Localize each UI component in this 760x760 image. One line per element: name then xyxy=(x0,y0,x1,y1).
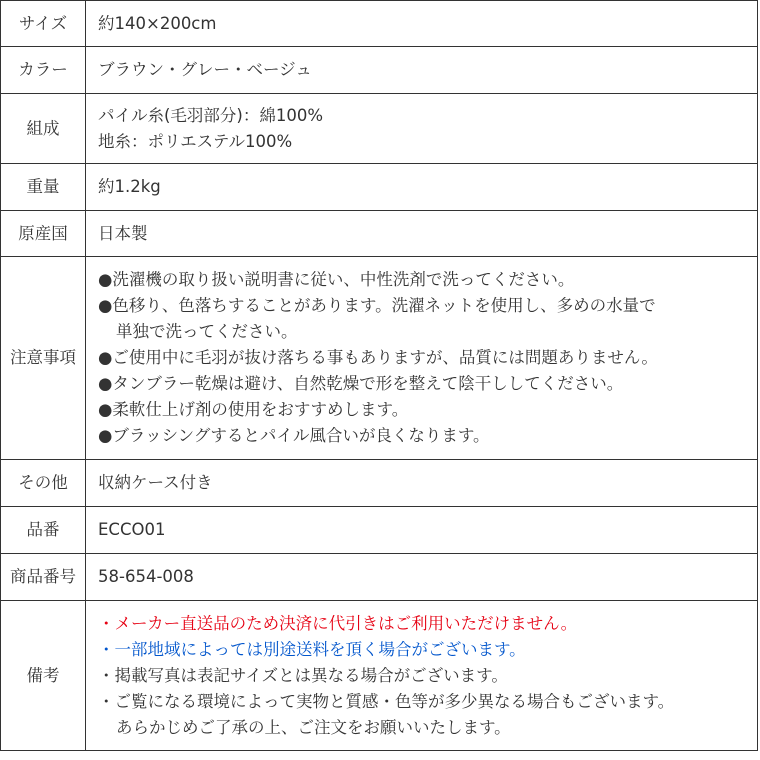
spec-label-size: サイズ xyxy=(1,1,86,47)
care-item: ●ご使用中に毛羽が抜け落ちる事もありますが、品質には問題ありません。 xyxy=(98,348,658,367)
spec-label-weight: 重量 xyxy=(1,164,86,211)
spec-row-composition xyxy=(1,94,758,164)
spec-value-other: 収納ケース付き xyxy=(86,460,758,507)
spec-value-notes xyxy=(86,601,758,751)
care-item-continuation: 単独で洗ってください。 xyxy=(116,322,298,341)
spec-row-product-number xyxy=(1,554,758,601)
spec-row-item-number xyxy=(1,507,758,554)
spec-value-care xyxy=(86,257,758,460)
care-item: ●柔軟仕上げ剤の使用をおすすめします。 xyxy=(98,400,409,419)
composition-line: 地糸：ポリエステル100% xyxy=(98,131,293,151)
spec-value-composition xyxy=(86,94,758,164)
spec-label-item-number: 品番 xyxy=(1,507,86,554)
spec-label-composition: 組成 xyxy=(1,94,86,164)
spec-label-care: 注意事項 xyxy=(1,257,86,460)
note-blue: ・一部地域によっては別途送料を頂く場合がございます。 xyxy=(98,639,526,659)
spec-value-item-number: ECCO01 xyxy=(86,507,758,554)
composition-line: パイル糸(毛羽部分)：綿100% xyxy=(98,105,324,125)
spec-value-origin: 日本製 xyxy=(86,211,758,257)
spec-row-color xyxy=(1,47,758,94)
spec-value-product-number: 58-654-008 xyxy=(86,554,758,601)
care-item: ●色移り、色落ちすることがあります。洗濯ネットを使用し、多めの水量で xyxy=(98,296,656,315)
spec-value-weight: 約1.2kg xyxy=(86,164,758,211)
spec-row-origin xyxy=(1,211,758,257)
note-red: ・メーカー直送品のため決済に代引きはご利用いただけません。 xyxy=(98,613,578,633)
note-item-continuation: あらかじめご了承の上、ご注文をお願いいたします。 xyxy=(116,717,511,737)
spec-value-size: 約140×200cm xyxy=(86,1,758,47)
care-item: ●洗濯機の取り扱い説明書に従い、中性洗剤で洗ってください。 xyxy=(98,270,575,289)
spec-row-weight xyxy=(1,164,758,211)
spec-label-color: カラー xyxy=(1,47,86,94)
care-item: ●ブラッシングするとパイル風合いが良くなります。 xyxy=(98,426,490,445)
spec-value-color: ブラウン・グレー・ベージュ xyxy=(86,47,758,94)
spec-row-other xyxy=(1,460,758,507)
spec-label-notes: 備考 xyxy=(1,601,86,751)
spec-row-care xyxy=(1,257,758,460)
spec-label-origin: 原産国 xyxy=(1,211,86,257)
note-item: ・掲載写真は表記サイズとは異なる場合がございます。 xyxy=(98,665,508,685)
care-item: ●タンブラー乾燥は避け、自然乾燥で形を整えて陰干ししてください。 xyxy=(98,374,624,393)
note-item: ・ご覧になる環境によって実物と質感・色等が多少異なる場合もございます。 xyxy=(98,691,675,711)
spec-label-other: その他 xyxy=(1,460,86,507)
spec-label-product-number: 商品番号 xyxy=(1,554,86,601)
spec-row-notes xyxy=(1,601,758,751)
spec-row-size xyxy=(1,1,758,47)
